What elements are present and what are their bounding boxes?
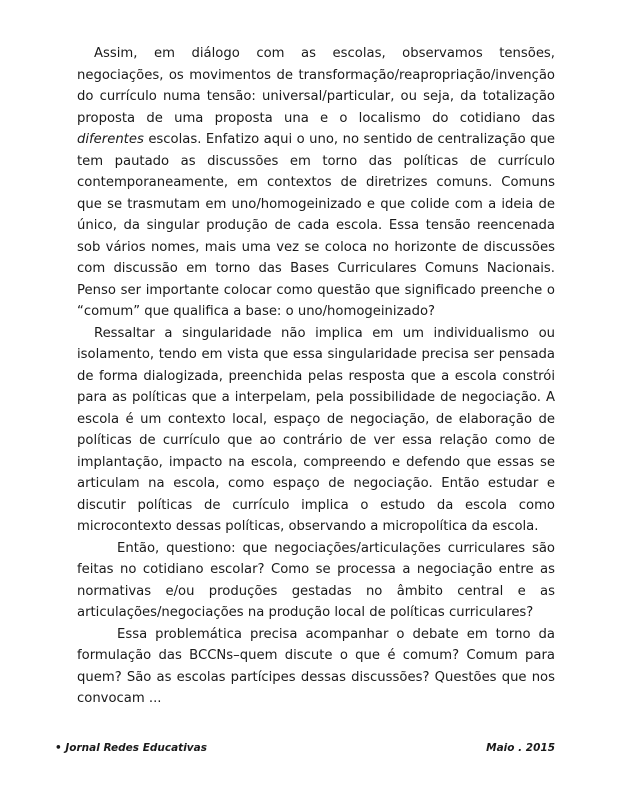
paragraph-3: Então, questiono: que negociações/articulações curriculares são feitas no cotidiano escolar? Como se processa a negociação entre as normativas e/ou produções gestadas no âmbito central e as articulações/negociações na produção local de políticas curriculares? — [77, 540, 555, 620]
paragraph-1-text-a: Assim, em diálogo com as escolas, observamos tensões, negociações, os movimentos de transformação/reapropriação/invenção do currículo numa tensão: universal/particular, ou seja, da totalização proposta de uma proposta una e o localismo do cotidiano das — [77, 46, 555, 126]
paragraph-4: Essa problemática precisa acompanhar o debate em torno da formulação das BCCNs–quem discute o que é comum? Comum para quem? São as escolas partícipes dessas discussões? Questões que nos convocam ... — [77, 626, 555, 706]
document-body — [77, 43, 555, 710]
footer-date: Maio . 2015 — [486, 742, 555, 754]
paragraph-1-text-b: escolas. Enfatizo aqui o uno, no sentido de centralização que tem pautado as discussões em torno das políticas de currículo contemporaneamente, em contextos de diretrizes comuns. Comuns que se trasmutam em uno/homogeinizado e que colide com a ideia de único, da singular produção de cada escola. Essa tensão reencenada sob vários nomes, mais uma vez se coloca no horizonte de discussões com discussão em torno das Bases Curriculares Comuns Nacionais. Penso ser importante colocar como questão que significado preenche o “comum” que qualifica a base: o uno/homogeinizado? — [77, 132, 555, 319]
paragraph-2: Ressaltar a singularidade não implica em um individualismo ou isolamento, tendo em vista que essa singularidade precisa ser pensada de forma dialogizada, preenchida pelas resposta que a escola constrói para as políticas que a interpelam, pela possibilidade de negociação. A escola é um contexto local, espaço de negociação, de elaboração de políticas de currículo que ao contrário de ver essa relação como de implantação, impacto na escola, compreendo e defendo que essas se articulam na escola, como espaço de negociação. Então estudar e discutir políticas de currículo implica o estudo da escola como microcontexto dessas políticas, observando a micropolítica da escola. — [77, 325, 555, 534]
paragraph-1 — [77, 43, 555, 323]
paragraph-1-emphasis: diferentes — [77, 132, 144, 147]
footer-journal-name: • Jornal Redes Educativas — [55, 742, 207, 754]
